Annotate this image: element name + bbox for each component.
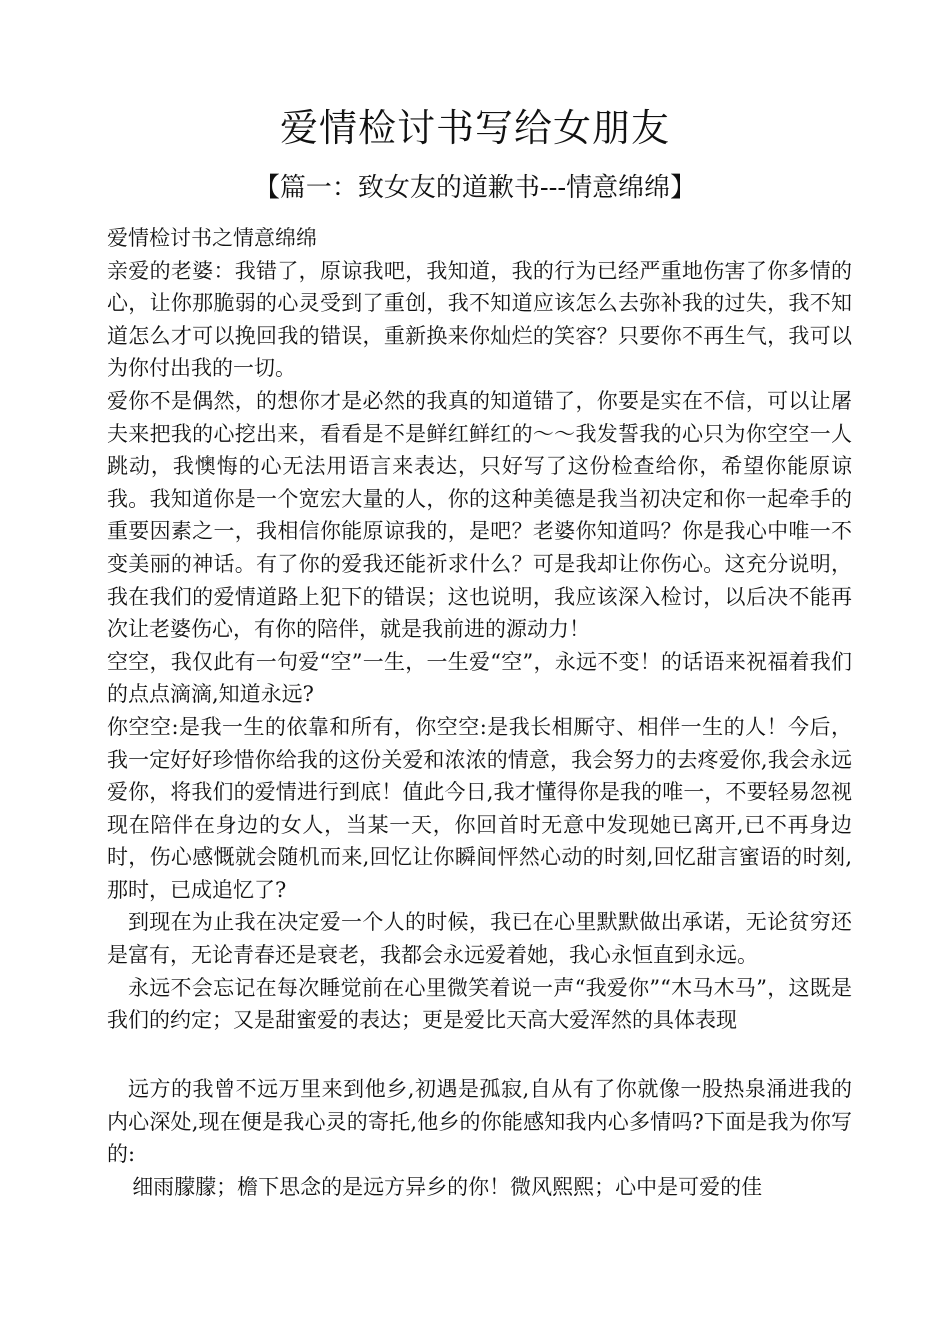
paragraph: 永远不会忘记在每次睡觉前在心里微笑着说一声“我爱你”“木马木马”，这既是我们的约定；又是甜蜜爱的表达；更是爱比天高大爱浑然的具体表现 (107, 975, 852, 1033)
body-text-upper (107, 222, 852, 1037)
paragraph: 细雨朦朦；檐下思念的是远方异乡的你！微风熙熙；心中是可爱的佳 (132, 1174, 763, 1199)
document-title: 爱情检讨书写给女朋友 (279, 106, 670, 150)
section-heading: 爱情检讨书之情意绵绵 (107, 226, 317, 250)
paragraph: 到现在为止我在决定爱一个人的时候，我已在心里默默做出承诺，无论贫穷还是富有，无论青春还是衰老，我都会永远爱着她，我心永恒直到永远。 (107, 910, 852, 968)
paragraph: 爱你不是偶然，的想你才是必然的我真的知道错了，你要是实在不信，可以让屠夫来把我的心挖出来，看看是不是鲜红鲜红的〜〜我发誓我的心只为你空空一人跳动，我懊悔的心无法用语言来表达，只好写了这份检查给你，希望你能原谅我。我知道你是一个宽宏大量的人，你的这种美德是我当初决定和你一起牵手的重要因素之一，我相信你能原谅我的，是吧？老婆你知道吗？你是我心中唯一不变美丽的神话。有了你的爱我还能祈求什么？可是我却让你伤心。这充分说明，我在我们的爱情道路上犯下的错误；这也说明，我应该深入检讨，以后决不能再次让老婆伤心，有你的陪伴，就是我前进的源动力！ (107, 388, 852, 642)
document-subtitle: 【篇一：致女友的道歉书---情意绵绵】 (253, 173, 697, 203)
paragraph: 亲爱的老婆：我错了，原谅我吧，我知道，我的行为已经严重地伤害了你多情的心，让你那脆弱的心灵受到了重创，我不知道应该怎么去弥补我的过失，我不知道怎么才可以挽回我的错误，重新换来你灿烂的笑容？只要你不再生气，我可以为你付出我的一切。 (107, 258, 852, 381)
body-text-lower (107, 1073, 852, 1203)
paragraph: 你空空:是我一生的依靠和所有，你空空:是我长相厮守、相伴一生的人！今后，我一定好好珍惜你给我的这份关爱和浓浓的情意，我会努力的去疼爱你,我会永远爱你，将我们的爱情进行到底！值此今日,我才懂得你是我的唯一，不要轻易忽视现在陪伴在身边的女人，当某一天，你回首时无意中发现她已离开,已不再身边时，伤心感慨就会随机而来,回忆让你瞬间怦然心动的时刻,回忆甜言蜜语的时刻,那时，已成追忆了? (107, 714, 852, 902)
paragraph: 远方的我曾不远万里来到他乡,初遇是孤寂,自从有了你就像一股热泉涌进我的内心深处,现在便是我心灵的寄托,他乡的你能感知我内心多情吗?下面是我为你写的: (107, 1077, 852, 1167)
paragraph: 空空，我仅此有一句爱“空”一生，一生爱“空”，永远不变！的话语来祝福着我们的点点滴滴,知道永远? (107, 649, 852, 707)
